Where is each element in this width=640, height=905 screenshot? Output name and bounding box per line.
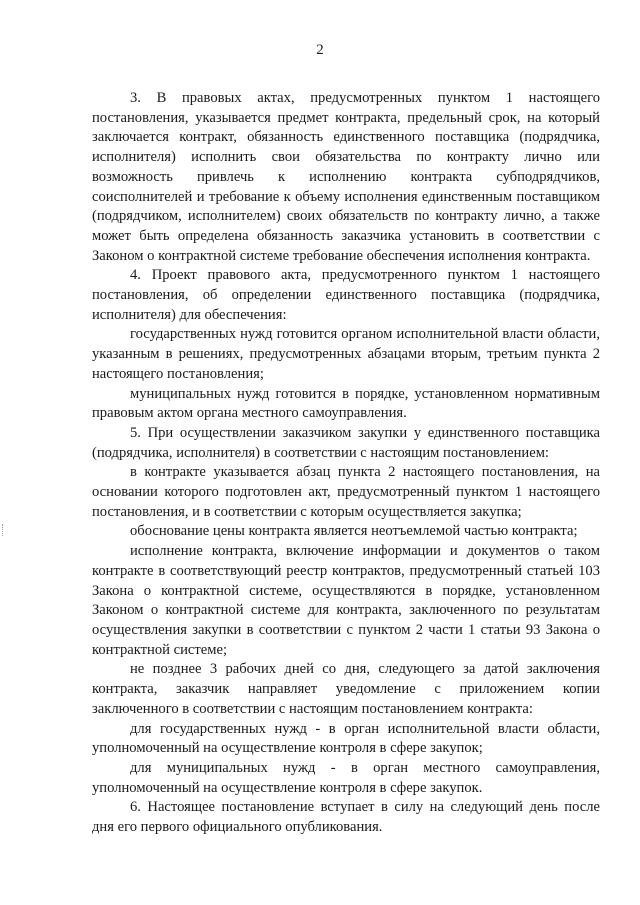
paragraph-5-procurement: 5. При осуществлении заказчиком закупки у единственного поставщика (подрядчика, исполнителя) в соответствии с настоящим постановлением: (92, 424, 600, 461)
paragraph-5-state-notification: для государственных нужд - в орган исполнительной власти области, уполномоченный на осуществление контроля в сфере закупок; (92, 720, 600, 757)
paragraph-5-contract-clause: в контракте указывается абзац пункта 2 настоящего постановления, на основании которого подготовлен акт, предусмотренный пунктом 1 настоящего постановления, и в соответствии с которым осуществляется закупка; (92, 464, 600, 520)
paragraph-5-municipal-notification: для муниципальных нужд - в орган местного самоуправления, уполномоченный на осуществление контроля в сфере закупок. (92, 759, 600, 796)
paragraph-5-price-justification: обоснование цены контракта является неотъемлемой частью контракта; (130, 523, 578, 540)
page-number: 2 (316, 42, 324, 58)
paragraph-4-state-needs: государственных нужд готовится органом исполнительной власти области, указанным в решениях, предусмотренных абзацами вторым, третьим пункта 2 настоящего постановления; (92, 326, 600, 382)
paragraph-4-draft-act: 4. Проект правового акта, предусмотренного пунктом 1 настоящего постановления, об определении единственного поставщика (подрядчика, исполнителя) для обеспечения: (92, 267, 600, 323)
paragraph-6-entry-into-force: 6. Настоящее постановление вступает в силу на следующий день после дня его первого официального опубликования. (92, 799, 600, 836)
margin-scan-mark (2, 524, 6, 536)
paragraph-5-notification: не позднее 3 рабочих дней со дня, следующего за датой заключения контракта, заказчик направляет уведомление с приложением копии заключенного в соответствии с настоящим постановлением контракта: (92, 661, 600, 717)
paragraph-5-contract-execution: исполнение контракта, включение информации и документов о таком контракте в соответствующий реестр контрактов, предусмотренный статьей 103 Закона о контрактной системе, осуществляются в порядке, установленном Законом о контрактной системе для контракта, заключенного по результатам осуществления закупки в соответствии с пунктом 2 части 1 статьи 93 Закона о контрактной системе; (92, 543, 600, 658)
document-body (92, 89, 600, 838)
paragraph-4-municipal-needs: муниципальных нужд готовится в порядке, установленном нормативным правовым актом органа местного самоуправления. (92, 385, 600, 422)
paragraph-3-legal-acts: 3. В правовых актах, предусмотренных пунктом 1 настоящего постановления, указывается предмет контракта, предельный срок, на который заключается контракт, обязанность единственного поставщика (подрядчика, исполнителя) исполнить свои обязательства по контракту лично или возможность привлечь к исполнению контракта субподрядчиков, соисполнителей и требование к объему исполнения единственным поставщиком (подрядчиком, исполнителем) своих обязательств по контракту лично, а также может быть определена обязанность заказчика установить в соответствии с Законом о контрактной системе требование обеспечения исполнения контракта. (92, 90, 600, 264)
